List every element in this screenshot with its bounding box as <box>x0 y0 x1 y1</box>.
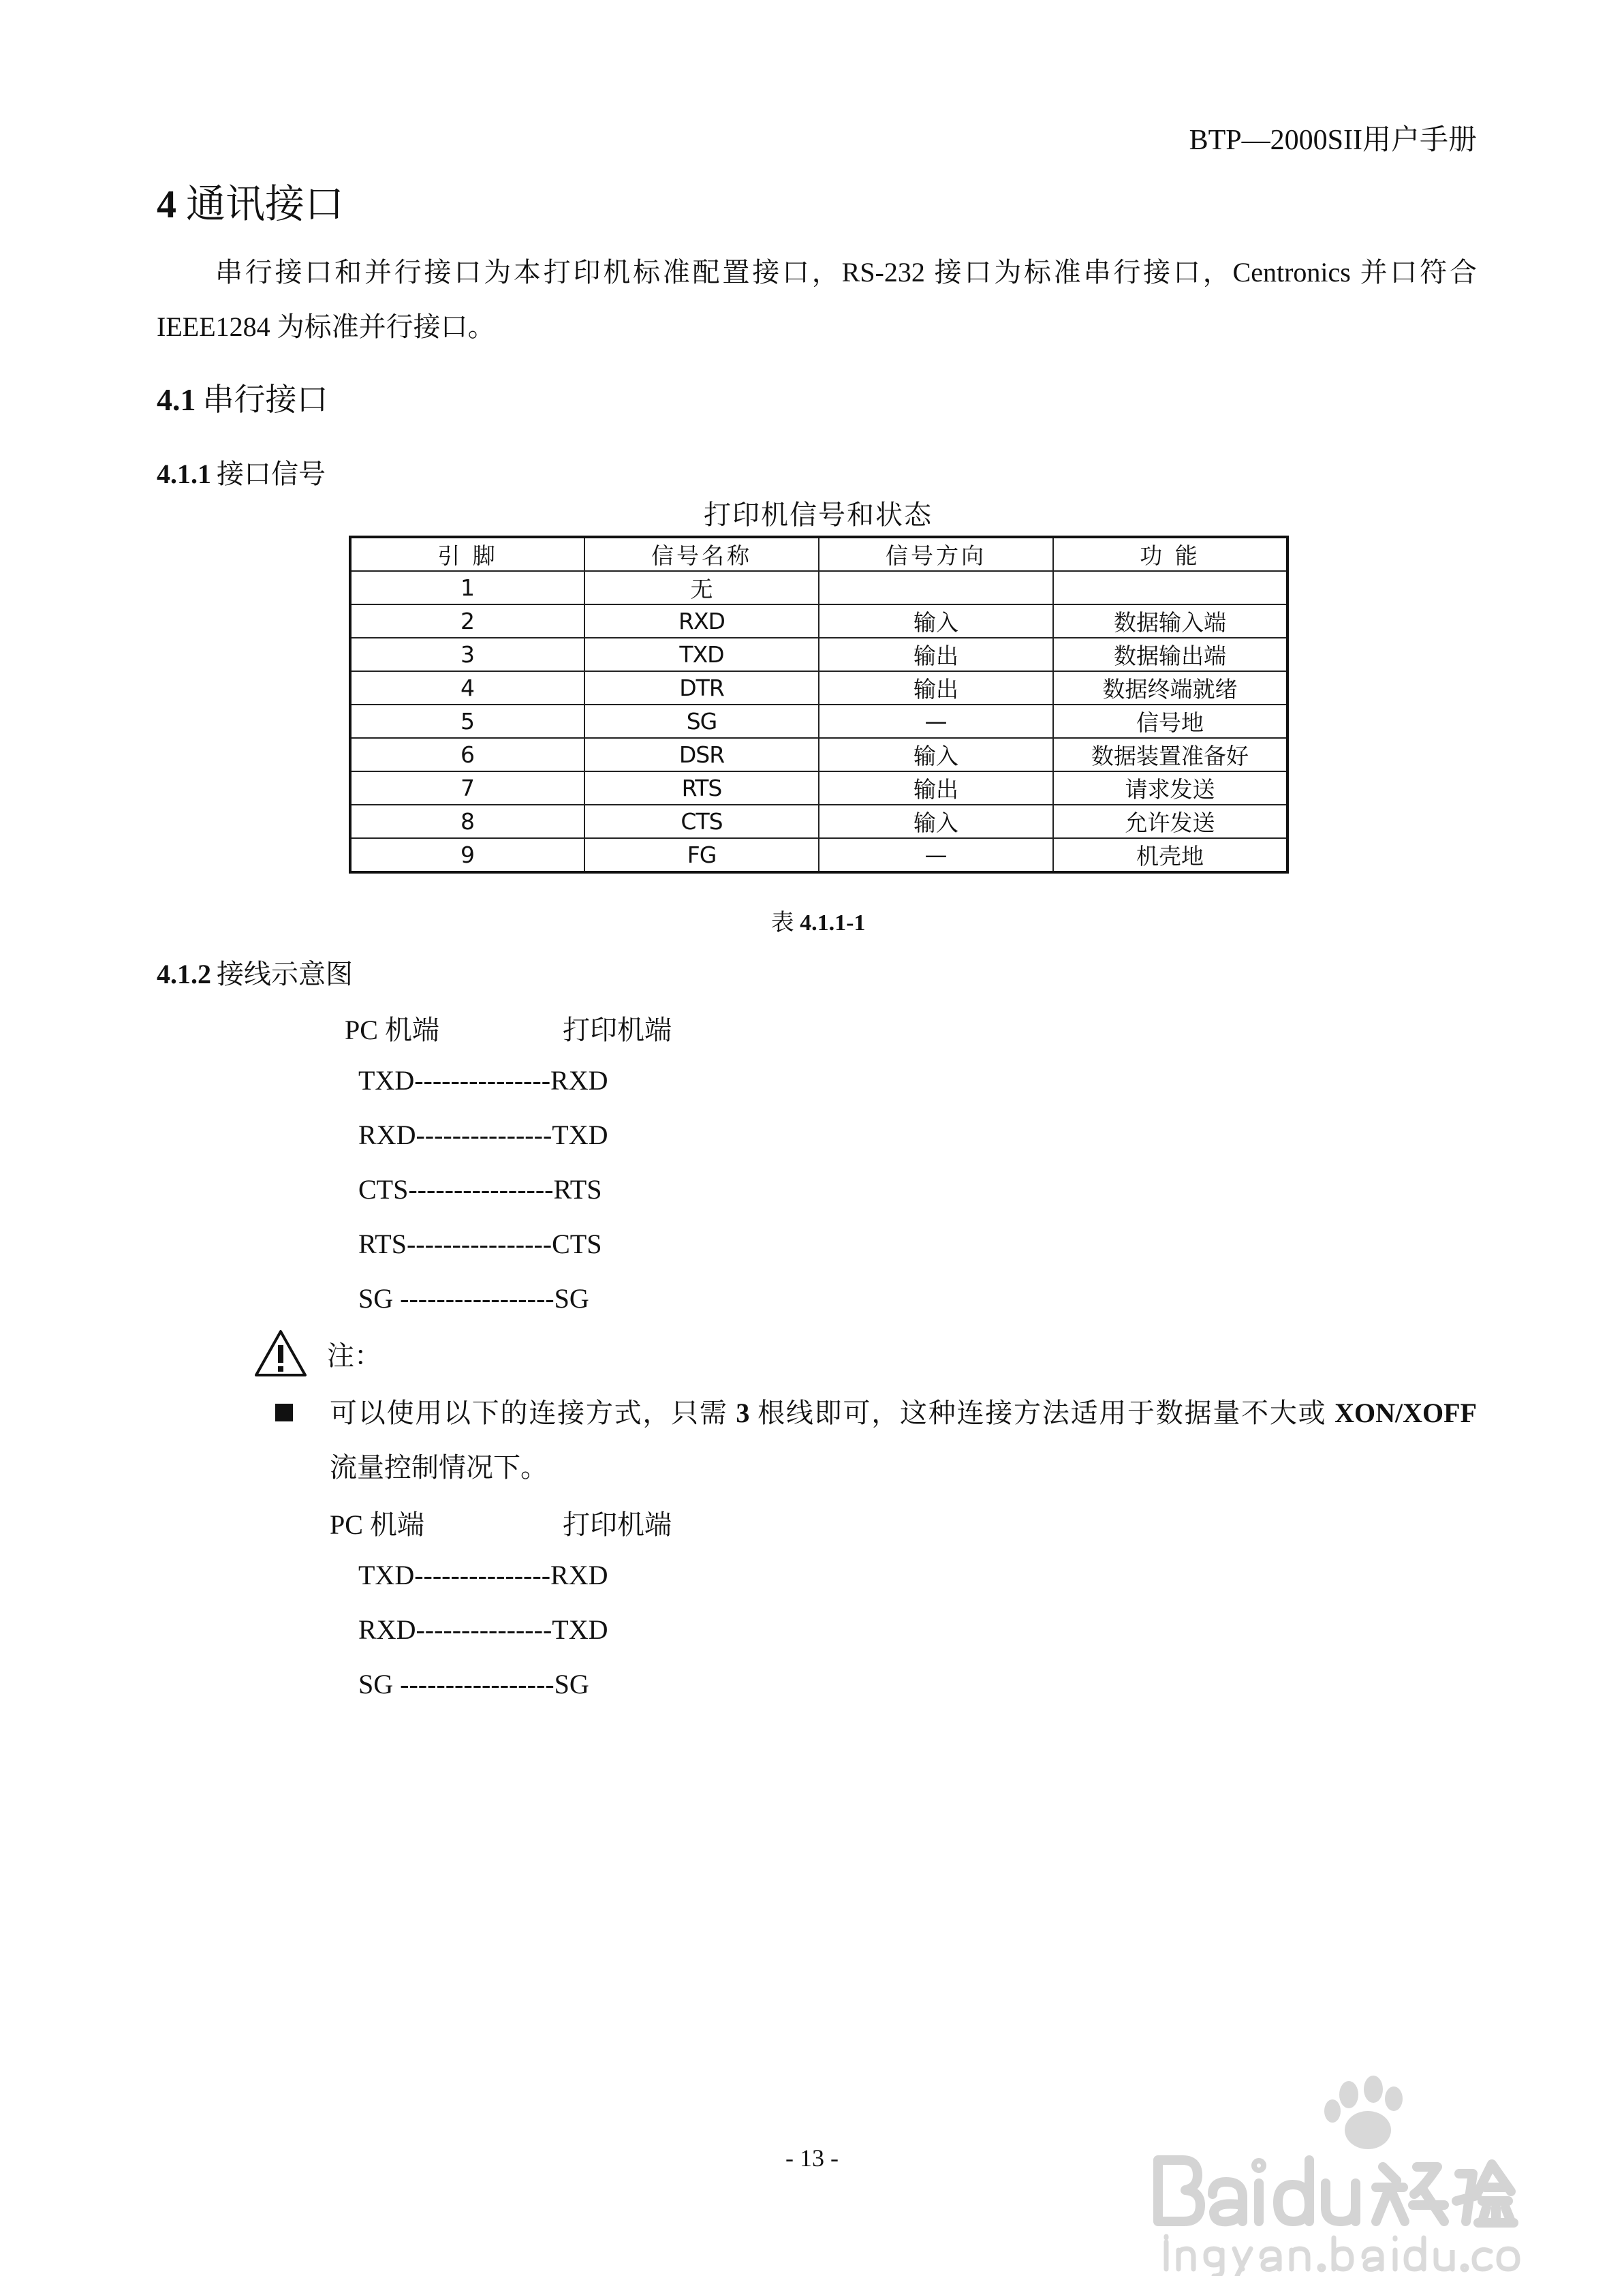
note-label: 注： <box>327 1340 381 1371</box>
section-number: 4 <box>157 182 176 226</box>
subsection-title: 接口信号 <box>217 459 326 489</box>
diagram2-pc-label: PC 机端 <box>330 1509 424 1540</box>
cell-function: 请求发送 <box>1053 771 1287 805</box>
cell-pin: 8 <box>350 805 584 838</box>
table-row <box>350 738 1287 771</box>
table-header-row <box>350 537 1287 571</box>
diagram1-line-4: RTS----------------CTS <box>358 1229 602 1259</box>
diagram1-line-3: CTS----------------RTS <box>358 1174 602 1205</box>
cell-pin: 5 <box>350 705 584 738</box>
cell-signal: 无 <box>584 571 819 604</box>
subsection-heading-4-1-1 <box>157 452 326 491</box>
table-row <box>350 671 1287 705</box>
running-header: BTP—2000SII用户手册 <box>1189 125 1477 156</box>
bullet-line-2: 流量控制情况下。 <box>330 1452 548 1483</box>
page-number: - 13 - <box>785 2144 839 2172</box>
cell-pin: 3 <box>350 638 584 671</box>
cell-direction: — <box>819 705 1053 738</box>
cell-signal: CTS <box>584 805 819 838</box>
cell-function: 数据终端就绪 <box>1053 671 1287 705</box>
cell-function: 数据输出端 <box>1053 638 1287 671</box>
table-label-prefix: 表 <box>770 910 794 936</box>
header-pin: 引 脚 <box>350 537 584 571</box>
table-row <box>350 604 1287 638</box>
section-heading <box>157 172 344 229</box>
cell-direction: 输入 <box>819 805 1053 838</box>
table-row <box>350 805 1287 838</box>
table-row <box>350 571 1287 604</box>
cell-signal: DSR <box>584 738 819 771</box>
cell-function: 信号地 <box>1053 705 1287 738</box>
diagram1-printer-label: 打印机端 <box>563 1015 672 1045</box>
cell-pin: 1 <box>350 571 584 604</box>
cell-pin: 9 <box>350 838 584 872</box>
table-row <box>350 838 1287 872</box>
diagram1-pc-label: PC 机端 <box>345 1015 439 1045</box>
bullet-text-part: 根线即可，这种连接方法适用于数据量不大或 <box>749 1398 1335 1428</box>
cell-signal: TXD <box>584 638 819 671</box>
subsection-number: 4.1.1 <box>157 459 211 489</box>
subsection-heading-4-1-2 <box>157 953 353 991</box>
cell-direction: 输出 <box>819 771 1053 805</box>
diagram2-line-2: RXD---------------TXD <box>358 1614 608 1645</box>
baidu-jingyan-watermark <box>1151 2071 1533 2279</box>
subsection-number: 4.1 <box>157 382 196 417</box>
cell-signal: RXD <box>584 604 819 638</box>
intro-line-2: IEEE1284 为标准并行接口。 <box>157 311 495 342</box>
bullet-line-1 <box>330 1386 1477 1441</box>
subsection-title: 串行接口 <box>202 382 328 417</box>
cell-function: 数据输入端 <box>1053 604 1287 638</box>
cell-direction: — <box>819 838 1053 872</box>
diagram1-line-5: SG -----------------SG <box>358 1283 589 1314</box>
cell-direction <box>819 571 1053 604</box>
cell-direction: 输出 <box>819 638 1053 671</box>
warning-triangle-icon <box>253 1329 308 1381</box>
intro-paragraph <box>157 245 1477 354</box>
bullet-text-bold: XON/XOFF <box>1334 1398 1478 1428</box>
cell-function: 机壳地 <box>1053 838 1287 872</box>
header-function: 功 能 <box>1053 537 1287 571</box>
table-caption: 打印机信号和状态 <box>704 499 933 530</box>
cell-signal: RTS <box>584 771 819 805</box>
bullet-text <box>330 1386 1477 1495</box>
signal-table <box>349 536 1289 874</box>
table-label-number: 4.1.1-1 <box>800 910 866 936</box>
cell-pin: 7 <box>350 771 584 805</box>
cell-direction: 输入 <box>819 738 1053 771</box>
cell-function: 允许发送 <box>1053 805 1287 838</box>
table-row <box>350 638 1287 671</box>
bullet-text-bold: 3 <box>736 1398 750 1428</box>
section-title: 通讯接口 <box>186 182 345 226</box>
cell-pin: 2 <box>350 604 584 638</box>
cell-function <box>1053 571 1287 604</box>
subsection-title: 接线示意图 <box>217 959 353 989</box>
cell-pin: 6 <box>350 738 584 771</box>
cell-signal: FG <box>584 838 819 872</box>
diagram1-line-1: TXD---------------RXD <box>358 1065 608 1096</box>
cell-direction: 输入 <box>819 604 1053 638</box>
bullet-text-part: 可以使用以下的连接方式，只需 <box>330 1398 736 1428</box>
subsection-heading-4-1 <box>157 375 328 420</box>
header-signal-direction: 信号方向 <box>819 537 1053 571</box>
table-row <box>350 771 1287 805</box>
cell-signal: DTR <box>584 671 819 705</box>
bullet-marker <box>275 1404 293 1421</box>
cell-pin: 4 <box>350 671 584 705</box>
diagram2-line-1: TXD---------------RXD <box>358 1560 608 1590</box>
table-row <box>350 705 1287 738</box>
cell-direction: 输出 <box>819 671 1053 705</box>
subsection-number: 4.1.2 <box>157 959 211 989</box>
intro-line-1: 串行接口和并行接口为本打印机标准配置接口，RS-232 接口为标准串行接口，Centronics 并口符合 <box>215 257 1477 288</box>
cell-function: 数据装置准备好 <box>1053 738 1287 771</box>
diagram2-line-3: SG -----------------SG <box>358 1669 589 1699</box>
diagram1-line-2: RXD---------------TXD <box>358 1120 608 1150</box>
cell-signal: SG <box>584 705 819 738</box>
header-signal-name: 信号名称 <box>584 537 819 571</box>
diagram2-printer-label: 打印机端 <box>563 1509 672 1540</box>
table-label <box>350 904 1286 937</box>
